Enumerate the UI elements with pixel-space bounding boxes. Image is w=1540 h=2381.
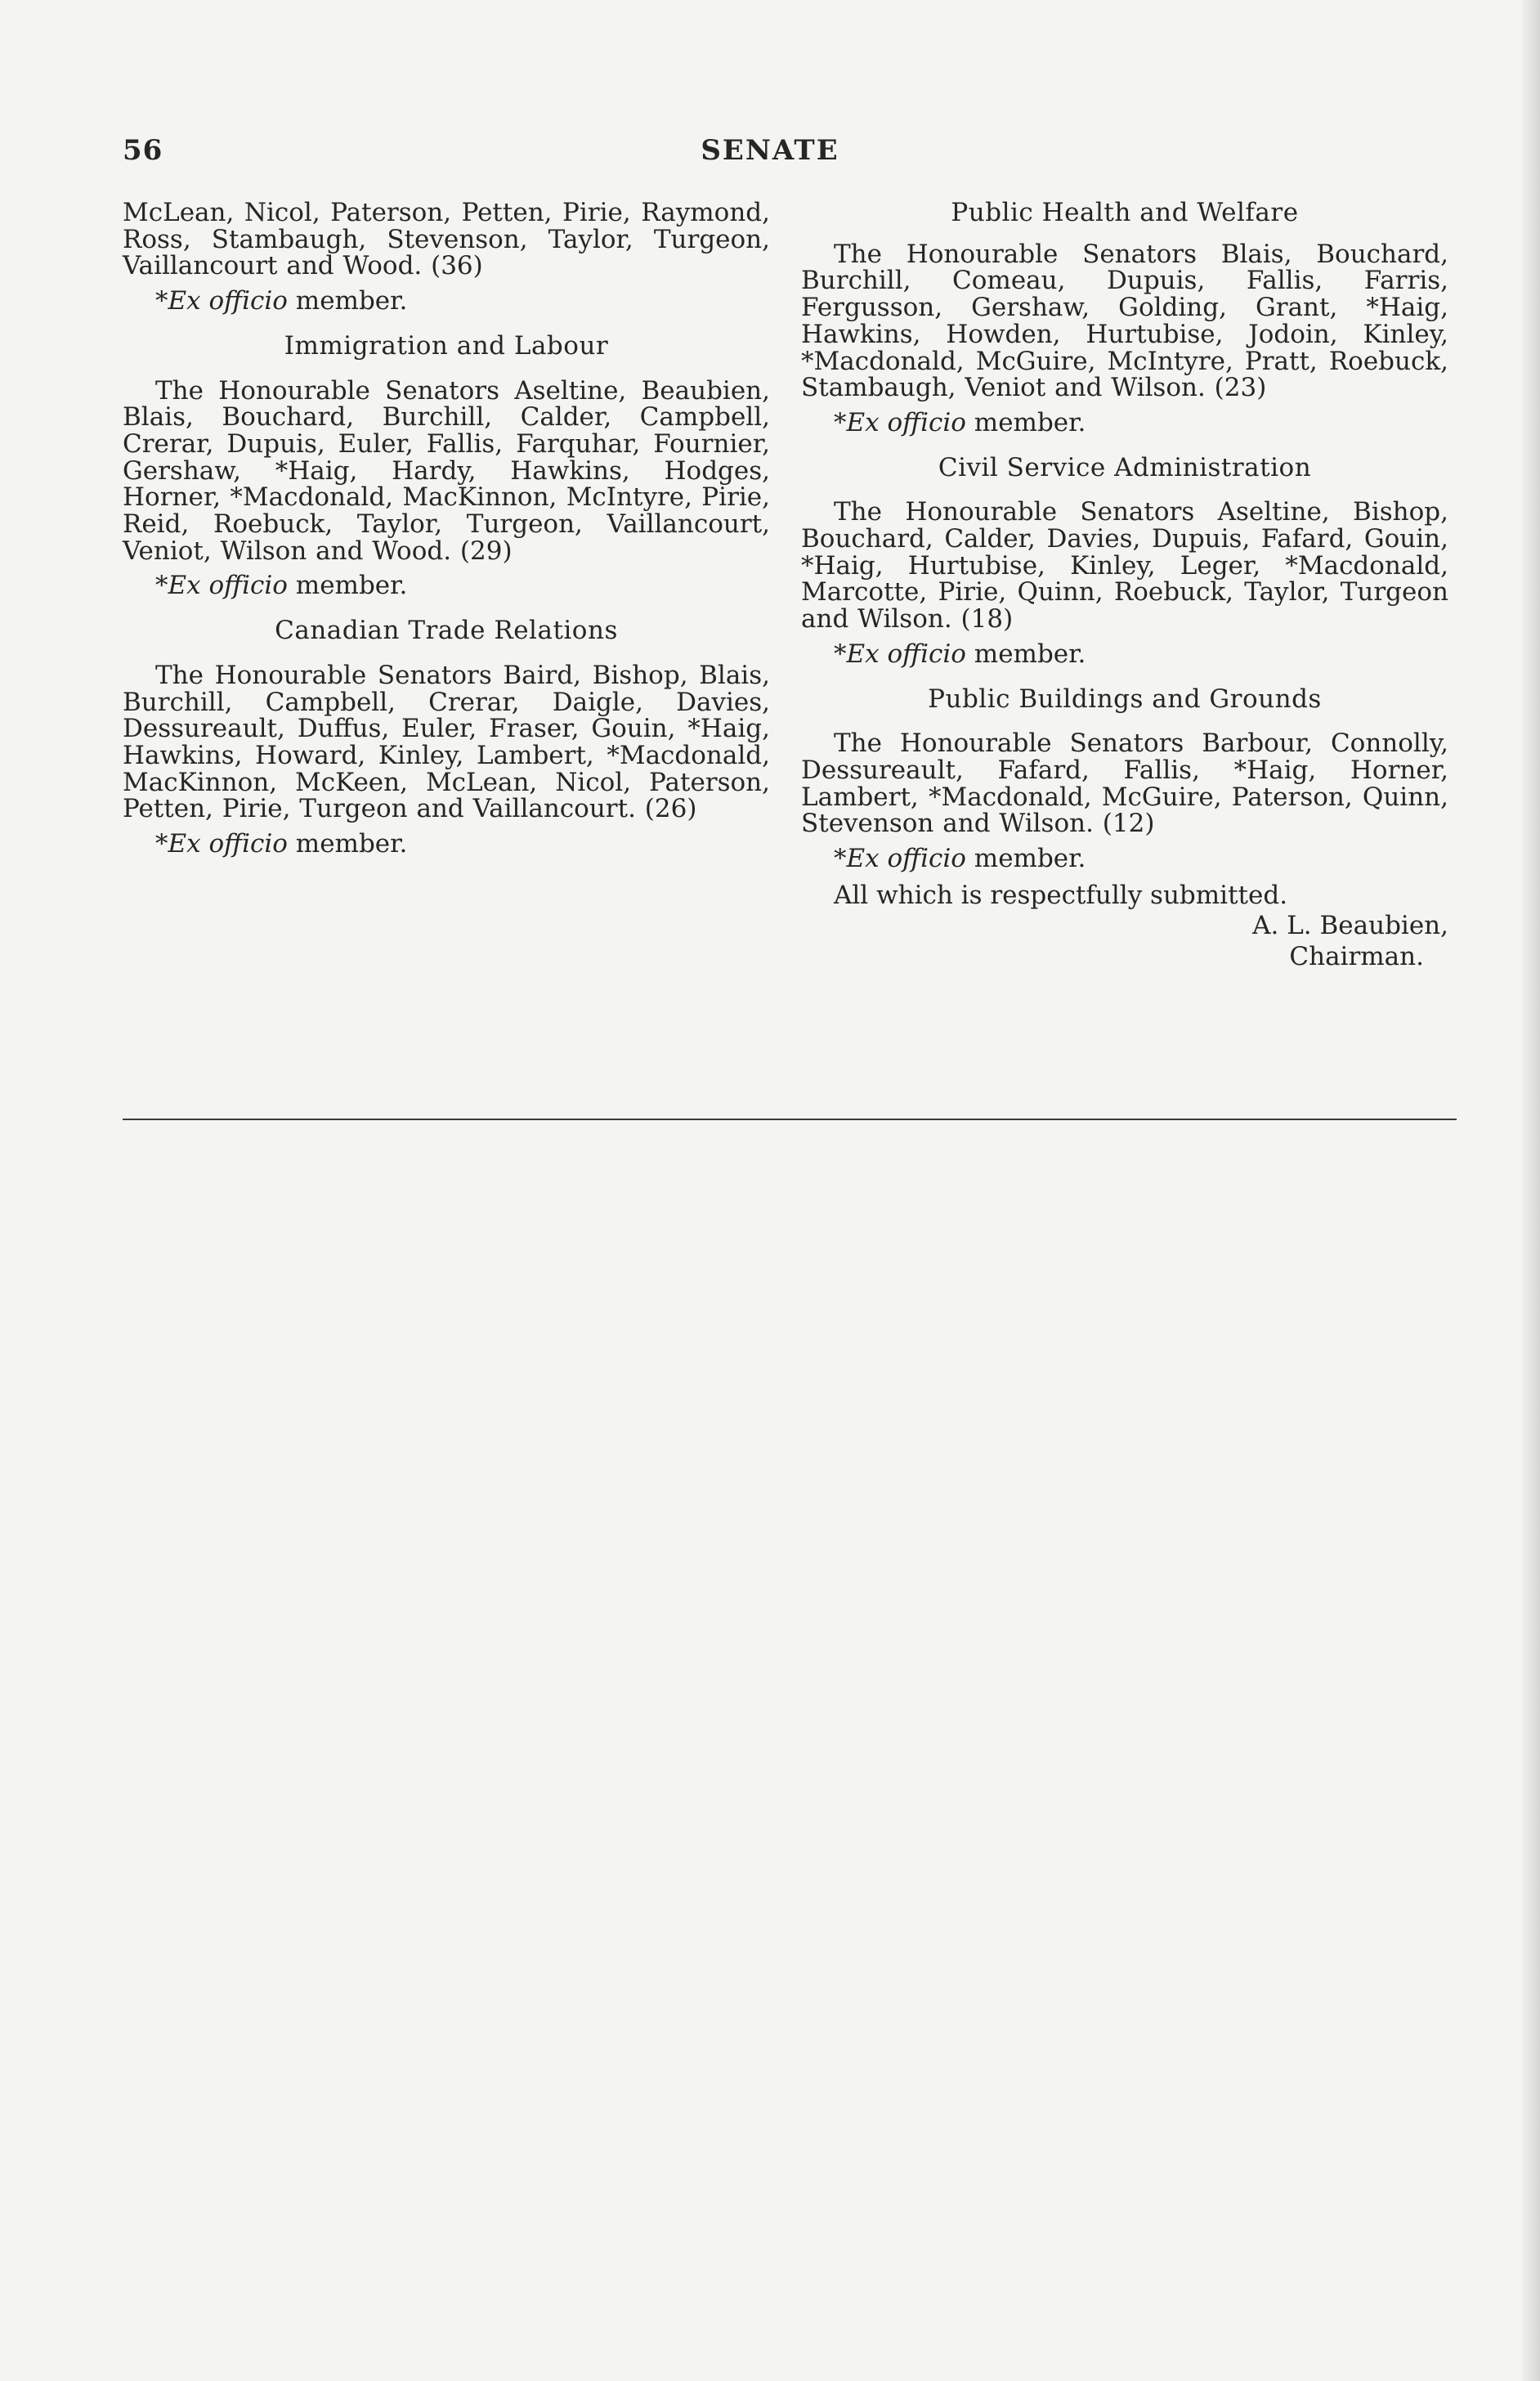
note-rest: member.: [287, 571, 408, 601]
note-rest: member.: [287, 286, 408, 316]
signature-block: [801, 910, 1448, 972]
note-italic: Ex officio: [168, 286, 288, 316]
member-list-canadian-trade-relations: The Honourable Senators Baird, Bishop, Blais, Burchill, Campbell, Crerar, Daigle, Davies, Dessureault, Duffus, Euler, Fraser, Gouin, *Haig, Hawkins, Howard, Kinley, Lambert, *Macdonald, MacKinnon, McKeen, McLean, Nicol, Paterson, Petten, Pirie, Turgeon and Vaillancourt. (26): [123, 660, 770, 824]
ex-officio-note: [834, 407, 1448, 437]
section-title-public-health-welfare: Public Health and Welfare: [951, 198, 1299, 227]
signature-title: Chairman.: [1289, 942, 1424, 972]
running-head: SENATE: [701, 134, 839, 167]
note-italic: Ex officio: [846, 844, 966, 874]
ex-officio-note: [155, 831, 770, 858]
note-rest: member.: [965, 407, 1086, 437]
section-title-civil-service-administration: Civil Service Administration: [938, 452, 1312, 482]
member-list-public-buildings-grounds: The Honourable Senators Barbour, Connolly, Dessureault, Fafard, Fallis, *Haig, Horner, Lambert, *Macdonald, McGuire, Paterson, Quinn, Stevenson and Wilson. (12): [801, 729, 1448, 839]
member-list-immigration-labour: The Honourable Senators Aseltine, Beaubien, Blais, Bouchard, Burchill, Calder, Campbell, Crerar, Dupuis, Euler, Fallis, Farquhar, Fournier, Gershaw, *Haig, Hardy, Hawkins, Hodges, Horner, *Macdonald, MacKinnon, McIntyre, Pirie, Reid, Roebuck, Taylor, Turgeon, Vaillancourt, Veniot, Wilson and Wood. (29): [123, 375, 770, 566]
note-mark: *: [155, 829, 168, 859]
note-rest: member.: [965, 639, 1086, 669]
note-italic: Ex officio: [168, 571, 288, 601]
section-title-public-buildings-grounds: Public Buildings and Grounds: [928, 684, 1322, 714]
page-edge-shadow: [1522, 0, 1540, 2381]
section-title-canadian-trade-relations: Canadian Trade Relations: [275, 616, 618, 646]
note-italic: Ex officio: [846, 407, 966, 437]
left-column: [123, 200, 770, 858]
note-mark: *: [155, 286, 168, 316]
right-column: [801, 200, 1448, 972]
note-italic: Ex officio: [168, 829, 288, 859]
note-mark: *: [834, 844, 847, 874]
ex-officio-note: [834, 641, 1448, 668]
note-italic: Ex officio: [846, 639, 966, 669]
ex-officio-note: [155, 572, 770, 599]
page-number: 56: [123, 134, 163, 167]
member-list-public-health-welfare: The Honourable Senators Blais, Bouchard, Burchill, Comeau, Dupuis, Fallis, Farris, Fergusson, Gershaw, Golding, Grant, *Haig, Hawkins, Howden, Hurtubise, Jodoin, Kinley, *Macdonald, McGuire, McIntyre, Pratt, Roebuck, Stambaugh, Veniot and Wilson. (23): [801, 239, 1448, 403]
section-title-immigration-labour: Immigration and Labour: [284, 330, 609, 361]
note-rest: member.: [287, 829, 408, 859]
note-mark: *: [834, 407, 847, 437]
ex-officio-note: [155, 288, 770, 315]
note-mark: *: [834, 639, 847, 669]
ex-officio-note: [834, 845, 1448, 872]
continued-member-list: McLean, Nicol, Paterson, Petten, Pirie, Raymond, Ross, Stambaugh, Stevenson, Taylor, Turgeon, Vaillancourt and Wood. (36): [123, 198, 770, 281]
note-rest: member.: [965, 844, 1086, 874]
horizontal-rule: [123, 1119, 1457, 1120]
closing-statement: All which is respectfully submitted.: [834, 880, 1288, 910]
note-mark: *: [155, 571, 168, 601]
member-list-civil-service-administration: The Honourable Senators Aseltine, Bishop, Bouchard, Calder, Davies, Dupuis, Fafard, Gouin, *Haig, Hurtubise, Kinley, Leger, *Macdonald, Marcotte, Pirie, Quinn, Roebuck, Taylor, Turgeon and Wilson. (18): [801, 497, 1448, 634]
signature-name: A. L. Beaubien,: [1252, 911, 1448, 941]
